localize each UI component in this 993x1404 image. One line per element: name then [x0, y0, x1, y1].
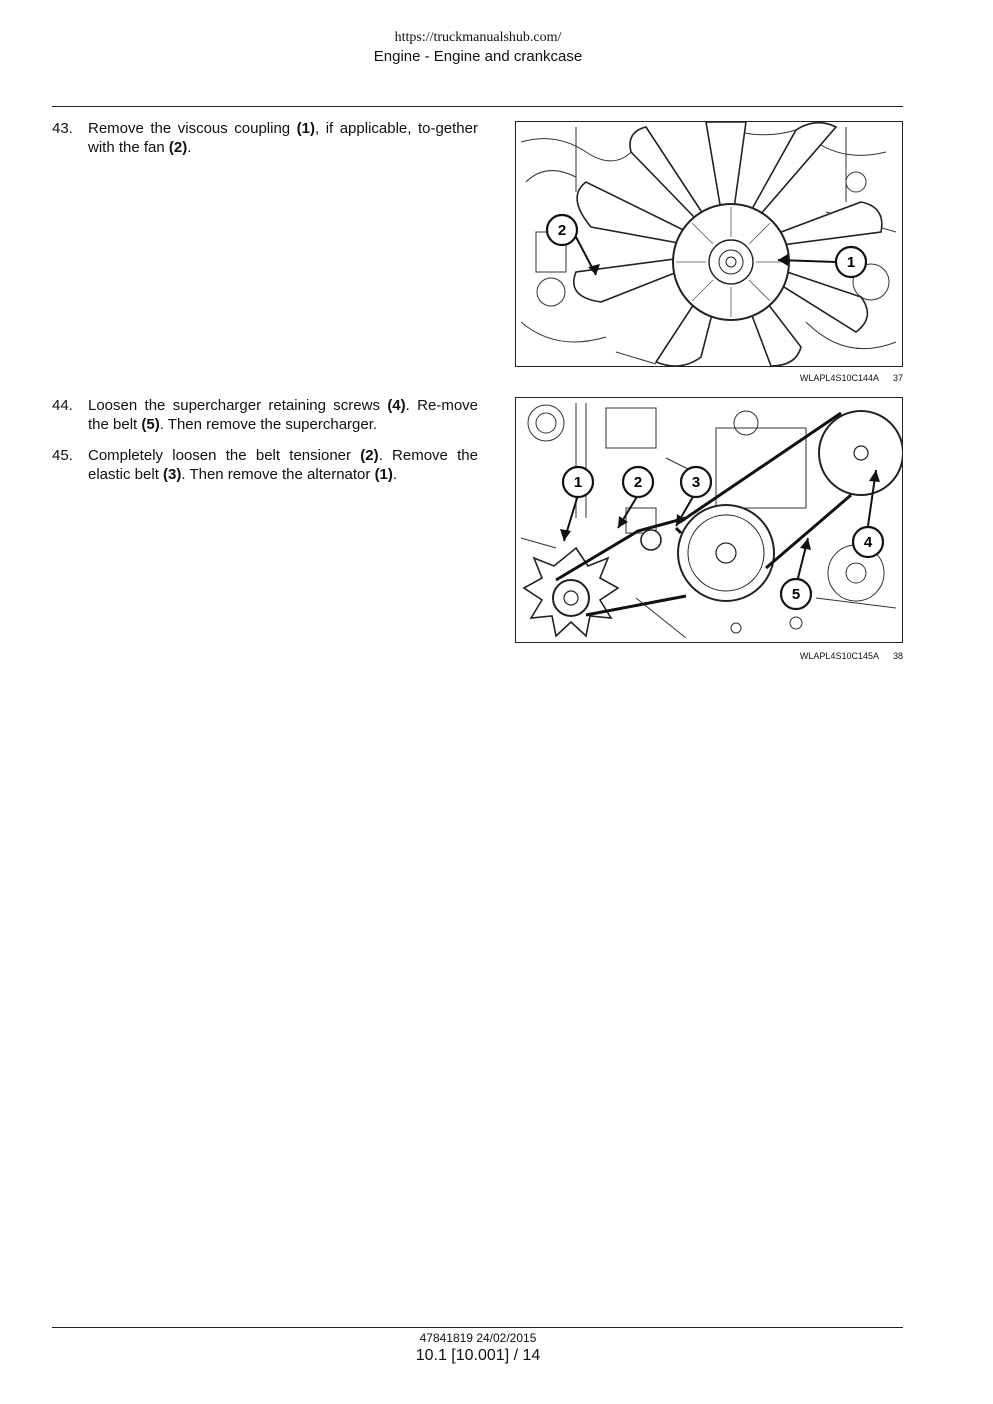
figure-38-callout-2: 2 [633, 474, 643, 491]
reference-number: (1) [296, 120, 316, 137]
footer-page-reference: 10.1 [10.001] / 14 [415, 1347, 541, 1364]
reference-number: (2) [360, 447, 379, 464]
belt-drive-drawing [516, 398, 902, 642]
figure-37-caption [515, 373, 903, 383]
reference-number: (3) [163, 466, 182, 483]
step-number: 44. [52, 397, 73, 414]
step-text-run: Loosen the supercharger retaining screws [88, 397, 388, 414]
step-45 [52, 446, 478, 484]
figure-image-id: WLAPL4S10C144A [799, 373, 879, 383]
step-44 [52, 396, 478, 434]
step-text-run: . [392, 466, 398, 483]
reference-number: (4) [387, 397, 406, 414]
figure-37-callout-2: 2 [557, 222, 567, 239]
figure-37-fan-illustration [515, 121, 903, 367]
reference-number: (2) [168, 139, 188, 156]
step-number: 45. [52, 447, 73, 464]
figure-37-callout-1: 1 [846, 254, 856, 271]
figure-38-callout-1: 1 [573, 474, 583, 491]
reference-number: (1) [374, 466, 393, 483]
figure-38-callout-4: 4 [863, 534, 873, 551]
step-text [88, 119, 478, 157]
step-text [88, 446, 478, 484]
step-text-run: . Re-move the belt [88, 397, 479, 433]
header-url: https://truckmanualshub.com/ [394, 30, 562, 45]
footer-document-reference: 47841819 24/02/2015 [419, 1331, 537, 1345]
footer-rule [52, 1327, 903, 1328]
step-text-run: Remove the viscous coupling [88, 120, 297, 137]
step-text-run: , if applicable, to-gether with the fan [88, 120, 478, 156]
figure-38-caption [515, 651, 903, 661]
reference-number: (5) [141, 416, 160, 433]
figure-number: 37 [892, 373, 903, 383]
header-section-title: Engine - Engine and crankcase [373, 48, 583, 65]
figure-38-callout-3: 3 [691, 474, 701, 491]
step-text [88, 396, 478, 434]
step-number: 43. [52, 120, 73, 137]
step-text-run: . [187, 139, 192, 156]
step-text-run: Completely loosen the belt tensioner [88, 447, 361, 464]
figure-number: 38 [892, 651, 903, 661]
step-43 [52, 119, 478, 157]
step-text-run: . Then remove the supercharger. [159, 416, 378, 433]
step-text-run: . Then remove the alternator [181, 466, 375, 483]
fan-drawing [516, 122, 902, 366]
step-text-run: . Remove the elastic belt [88, 447, 478, 483]
figure-image-id: WLAPL4S10C145A [799, 651, 879, 661]
figure-38-callout-5: 5 [791, 586, 801, 603]
figure-38-belt-drive-illustration [515, 397, 903, 643]
header-rule [52, 106, 903, 107]
